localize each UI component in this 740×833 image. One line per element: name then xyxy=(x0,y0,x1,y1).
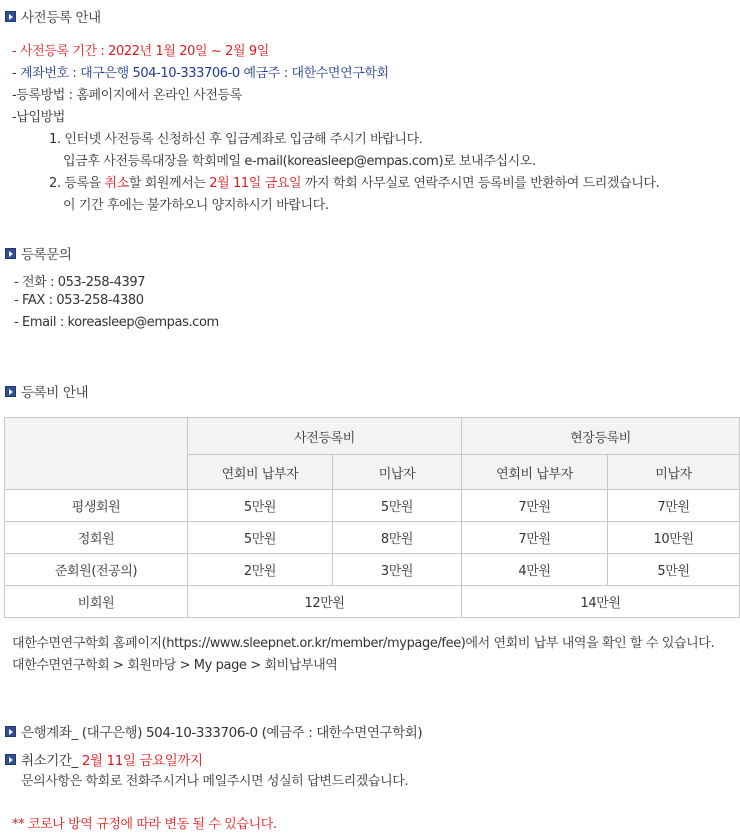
header-unpaid: 미납자 xyxy=(333,455,462,490)
fee-cell: 8만원 xyxy=(333,522,462,554)
fee-cell: 7만원 xyxy=(608,490,740,522)
section-title-preregistration: 사전등록 안내 xyxy=(21,10,101,26)
inquiry-contact-note: 문의사항은 학회로 전화주시거나 메일주시면 성실히 답변드리겠습니다. xyxy=(21,774,409,789)
covid-notice: ** 코로나 방역 규정에 따라 변동 될 수 있습니다. xyxy=(12,817,277,832)
fee-cell: 2만원 xyxy=(188,554,333,586)
table-row xyxy=(5,490,740,522)
fee-cell: 14만원 xyxy=(462,586,740,618)
payment-step-2: 2. 등록을 취소할 회원께서는 2월 11일 금요일 까지 학회 사무실로 연락주시면 등록비를 반환하여 드리겠습니다. xyxy=(49,176,660,191)
header-onsite-fee: 현장등록비 xyxy=(462,418,740,455)
table-row xyxy=(5,554,740,586)
registration-method: -등록방법 : 홈페이지에서 온라인 사전등록 xyxy=(12,88,242,103)
contact-fax: - FAX : 053-258-4380 xyxy=(14,293,144,308)
account-number: - 계좌번호 : 대구은행 504-10-333706-0 예금주 : 대한수면연구학회 xyxy=(12,66,389,81)
fee-table xyxy=(4,417,740,618)
fee-cell: 5만원 xyxy=(333,490,462,522)
contact-email: - Email : koreasleep@empas.com xyxy=(14,315,219,330)
bullet-arrow-icon xyxy=(5,11,16,22)
bullet-arrow-icon xyxy=(5,726,16,737)
header-paid-member: 연회비 납부자 xyxy=(462,455,608,490)
bullet-arrow-icon xyxy=(5,754,16,765)
header-unpaid: 미납자 xyxy=(608,455,740,490)
row-category: 정회원 xyxy=(5,522,188,554)
fee-cell: 7만원 xyxy=(462,490,608,522)
fee-cell: 5만원 xyxy=(188,522,333,554)
fee-history-note: 대한수면연구학회 홈페이지(https://www.sleepnet.or.kr/member/mypage/fee)에서 연회비 납부 내역을 확인 할 수 있습니다. xyxy=(12,636,715,651)
fee-cell: 10만원 xyxy=(608,522,740,554)
bank-account-info: 은행계좌_ (대구은행) 504-10-333706-0 (예금주 : 대한수면연구학회) xyxy=(21,725,423,741)
fee-cell: 5만원 xyxy=(188,490,333,522)
fee-cell: 3만원 xyxy=(333,554,462,586)
section-title-fees: 등록비 안내 xyxy=(21,385,89,401)
prereg-period: - 사전등록 기간 : 2022년 1월 20일 ~ 2월 9일 xyxy=(12,44,269,59)
fee-cell: 7만원 xyxy=(462,522,608,554)
cancel-period: 취소기간_ 2월 11일 금요일까지 xyxy=(21,753,203,769)
table-row xyxy=(5,522,740,554)
row-category: 평생회원 xyxy=(5,490,188,522)
bullet-arrow-icon xyxy=(5,386,16,397)
section-title-inquiry: 등록문의 xyxy=(21,247,72,263)
fee-cell: 12만원 xyxy=(188,586,462,618)
fee-cell: 4만원 xyxy=(462,554,608,586)
contact-phone: - 전화 : 053-258-4397 xyxy=(14,275,146,290)
row-category: 준회원(전공의) xyxy=(5,554,188,586)
header-paid-member: 연회비 납부자 xyxy=(188,455,333,490)
row-category: 비회원 xyxy=(5,586,188,618)
payment-step-1-detail: 입금후 사전등록대장을 학회메일 e-mail(koreasleep@empas.com)로 보내주십시오. xyxy=(63,154,536,169)
payment-step-1: 1. 인터넷 사전등록 신청하신 후 입금계좌로 입금해 주시기 바랍니다. xyxy=(49,132,423,147)
payment-step-2-detail: 이 기간 후에는 불가하오니 양지하시기 바랍니다. xyxy=(63,198,329,213)
bullet-arrow-icon xyxy=(5,248,16,259)
table-corner-cell xyxy=(5,418,188,490)
header-preregistration-fee: 사전등록비 xyxy=(188,418,462,455)
payment-method-label: -납입방법 xyxy=(12,110,65,125)
fee-cell: 5만원 xyxy=(608,554,740,586)
fee-history-path: 대한수면연구학회 > 회원마당 > My page > 회비납부내역 xyxy=(12,658,338,673)
table-row xyxy=(5,586,740,618)
